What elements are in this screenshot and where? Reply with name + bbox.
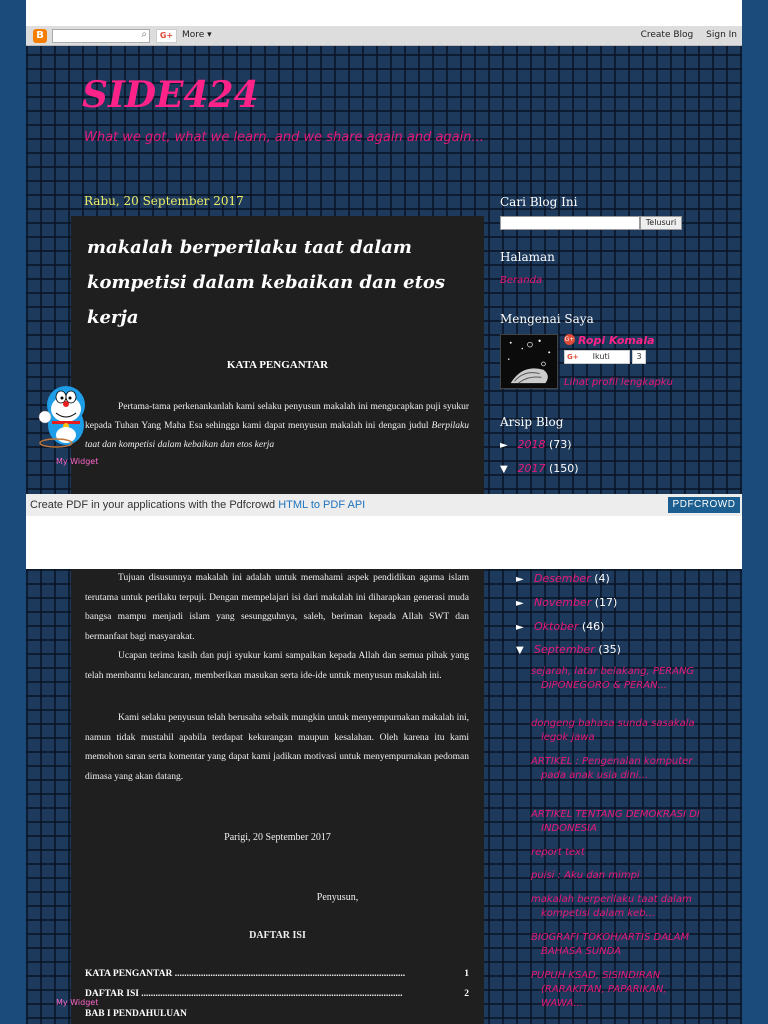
archive-widget-title: Arsip Blog <box>500 415 564 429</box>
left-border <box>0 0 26 1024</box>
archive-post-link[interactable]: ARTIKEL TENTANG DEMOKRASI DI INDONESIA <box>531 809 700 834</box>
archive-post-link[interactable]: PUPUH KSAD, SISINDIRAN (RARAKITAN, PAPARIKAN, WAWA... <box>531 970 667 1009</box>
archive-year-2017[interactable] <box>500 462 579 475</box>
pdfcrowd-api-link[interactable]: HTML to PDF API <box>278 499 366 511</box>
para1-text: Pertama-tama perkenankanlah kami selaku penyusun makalah ini mengucapkan puji syukur kepada Tuhan Yang Maha Esa sehingga kami dapat menyusun makalah ini dengan judul <box>85 402 469 431</box>
gplus-button[interactable]: G+ <box>156 29 177 43</box>
collapse-arrow-icon[interactable]: ▼ <box>516 645 524 656</box>
toc-page: 1 <box>464 969 469 979</box>
archive-month-november[interactable] <box>516 596 617 609</box>
pdfcrowd-text-label: Create PDF in your applications with the Pdfcrowd <box>30 499 279 511</box>
kata-pengantar-heading: KATA PENGANTAR <box>226 359 329 371</box>
blog-search-input[interactable] <box>500 216 640 230</box>
toc-row <box>85 989 469 999</box>
archive-month-label[interactable]: Oktober <box>534 620 579 633</box>
doraemon-widget-icon[interactable] <box>36 381 94 451</box>
archive-month-label[interactable]: Desember <box>534 572 591 585</box>
archive-post-link[interactable]: ARTIKEL : Pengenalan komputer pada anak usia dini... <box>531 756 693 781</box>
post-paragraph-1 <box>85 398 469 455</box>
archive-post-link[interactable]: BIOGRAFI TOKOH/ARTIS DALAM BAHASA SUNDA <box>531 932 690 957</box>
toc-label: KATA PENGANTAR ................................................................................................. <box>85 969 406 979</box>
collapse-arrow-icon[interactable]: ▼ <box>500 464 508 475</box>
archive-post-link[interactable]: dongeng bahasa sunda sasakala legok jawa <box>531 718 695 743</box>
archive-month-count: (17) <box>594 596 618 609</box>
archive-month-count: (35) <box>598 643 621 656</box>
about-widget-title: Mengenai Saya <box>500 312 594 326</box>
full-profile-link[interactable]: Lihat profil lengkapku <box>564 377 673 388</box>
expand-arrow-icon[interactable]: ► <box>516 574 524 585</box>
pdfcrowd-footer <box>26 494 742 516</box>
post-container <box>71 216 484 494</box>
right-border <box>742 0 768 1024</box>
widget-label[interactable]: My Widget <box>56 457 99 466</box>
expand-arrow-icon[interactable]: ► <box>516 598 524 609</box>
toc-row <box>85 969 469 979</box>
more-menu[interactable]: More ▾ <box>182 30 212 40</box>
create-blog-link[interactable]: Create Blog <box>640 30 694 40</box>
toc-row <box>85 1009 469 1019</box>
toc-label: BAB I PENDAHULUAN <box>85 1009 187 1019</box>
blog-page-2 <box>26 569 742 1024</box>
blog-description: What we got, what we learn, and we share again and again... <box>84 130 484 145</box>
blog-search-button[interactable]: Telusuri <box>640 216 682 230</box>
archive-month-count: (4) <box>594 572 610 585</box>
toc-page: 2 <box>464 989 469 999</box>
toc-label: DAFTAR ISI .............................................................................................................. <box>85 989 403 999</box>
post-paragraph-2: Tujuan disusunnya makalah ini adalah untuk memahami aspek pendidikan agama islam terutama untuk perilaku terpuji. Dengan mempelajari isi dari makalah ini diharapkan generasi muda bangsa mampu menjadi islam yang sesungguhnya, saleh, beriman kepada Allah SWT dan bermanfaat bagi masyarakat. <box>85 573 469 642</box>
archive-year-label[interactable]: 2018 <box>517 438 546 451</box>
search-widget-title: Cari Blog Ini <box>500 195 578 209</box>
blog-page-1 <box>26 26 742 494</box>
archive-month-oktober[interactable] <box>516 620 604 633</box>
post-date: Rabu, 20 September 2017 <box>84 194 244 208</box>
blogger-navbar <box>26 26 742 46</box>
expand-arrow-icon[interactable]: ► <box>500 440 508 451</box>
archive-month-label[interactable]: September <box>534 643 595 656</box>
archive-month-september[interactable] <box>516 643 621 656</box>
sign-in-link[interactable]: Sign In <box>706 30 737 40</box>
navbar-search-input[interactable] <box>52 29 150 43</box>
post-title[interactable]: makalah berperilaku taat dalam kompetisi dalam kebaikan dan etos kerja <box>87 237 446 328</box>
place-date: Parigi, 20 September 2017 <box>224 832 331 843</box>
daftar-isi-heading: DAFTAR ISI <box>249 930 306 941</box>
archive-post-link[interactable]: puisi : Aku dan mimpi <box>531 870 640 881</box>
post-container-continued <box>71 569 484 1024</box>
archive-year-2018[interactable] <box>500 438 572 451</box>
archive-month-desember[interactable] <box>516 572 610 585</box>
follow-label: Ikuti <box>592 352 610 361</box>
penyusun-label: Penyusun, <box>316 892 359 903</box>
beranda-link[interactable]: Beranda <box>500 275 543 286</box>
blogger-logo-icon[interactable]: B <box>33 29 47 43</box>
expand-arrow-icon[interactable]: ► <box>516 622 524 633</box>
archive-year-count: (150) <box>549 462 579 475</box>
post-paragraph-4: Kami selaku penyusun telah berusaha sebaik mungkin untuk menyempurnakan makalah ini, namun tidak mustahil apabila terdapat kekurangan maupun kesalahan. Oleh karena itu kami memohon saran serta komentar yang dapat kami jadikan motivasi untuk menyempurnakan pedoman dimasa yang akan datang. <box>85 713 469 782</box>
search-icon[interactable]: ⌕ <box>141 29 147 40</box>
google-plus-icon: G+ <box>564 336 575 343</box>
pdfcrowd-text <box>30 499 365 511</box>
archive-month-label[interactable]: November <box>534 596 592 609</box>
pages-widget-title: Halaman <box>500 250 555 264</box>
follow-gplus-icon: G+ <box>567 353 579 361</box>
profile-name-link[interactable]: Ropi Komala <box>578 334 655 347</box>
archive-post-link[interactable]: makalah berperilaku taat dalam kompetisi dalam keb... <box>531 894 692 919</box>
archive-year-count: (73) <box>549 438 572 451</box>
para1-italic: Berpilaku taat dan kompetisi dalam kebaikan dan etos kerja <box>85 421 469 450</box>
post-paragraph-3: Ucapan terima kasih dan puji syukur kami sampaikan kepada Allah dan semua pihak yang telah membantu kelancaran, memberikan masukan serta ide-ide untuk menyusun makalah ini. <box>85 651 469 681</box>
follow-count: 3 <box>632 350 646 364</box>
archive-post-link[interactable]: sejarah, latar belakang, PERANG DIPONEGORO & PERAN... <box>531 666 695 691</box>
widget-label[interactable]: My Widget <box>56 998 99 1007</box>
profile-avatar[interactable] <box>500 334 558 389</box>
archive-post-link[interactable]: report text <box>531 847 585 858</box>
navbar-right-links <box>631 30 737 40</box>
follow-button[interactable] <box>564 350 630 364</box>
blog-title[interactable]: SIDE424 <box>82 74 259 116</box>
archive-year-label[interactable]: 2017 <box>517 462 546 475</box>
archive-month-count: (46) <box>581 620 605 633</box>
pdfcrowd-logo[interactable]: PDFCROWD <box>668 497 740 513</box>
